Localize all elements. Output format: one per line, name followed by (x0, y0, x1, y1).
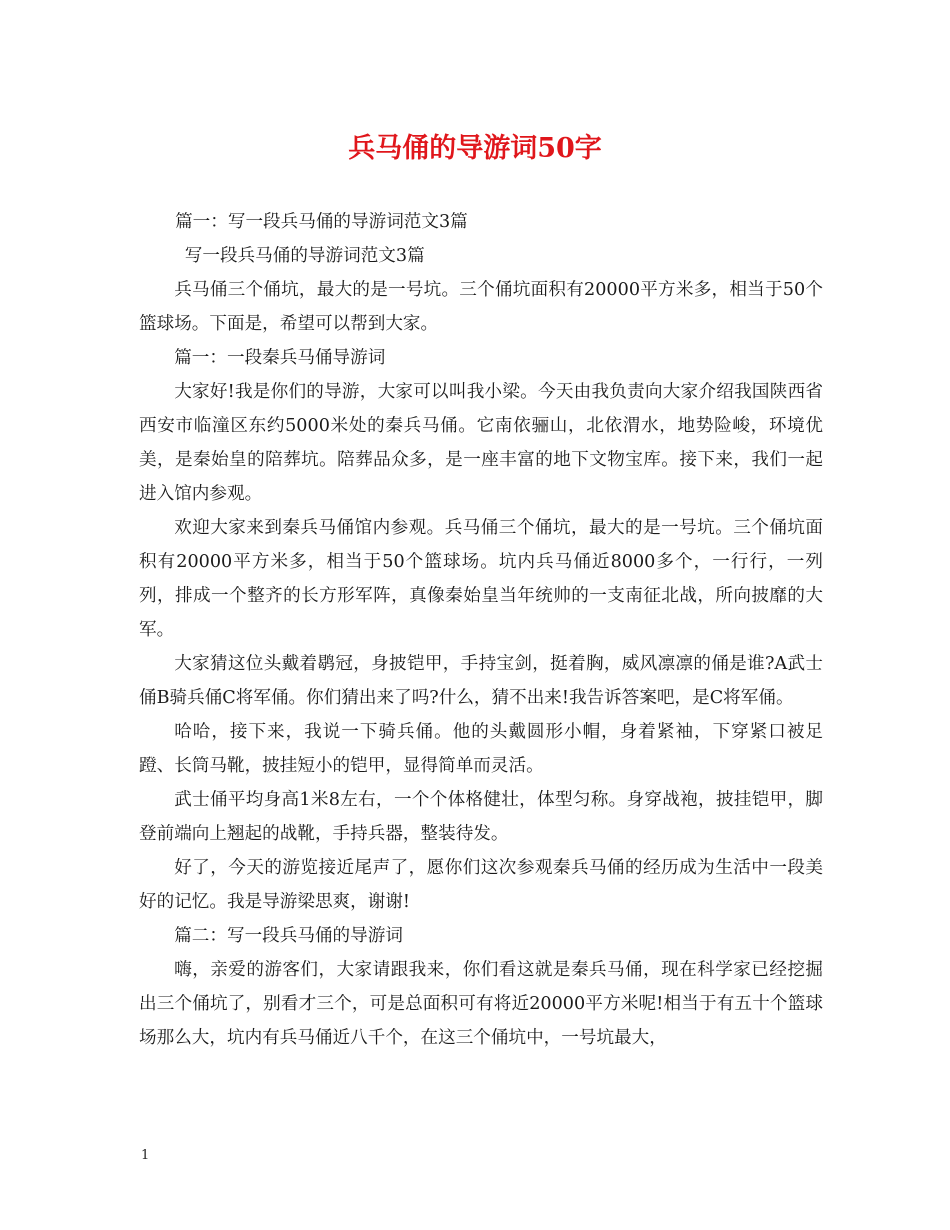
paragraph: 武士俑平均身高1米8左右，一个个体格健壮，体型匀称。身穿战袍，披挂铠甲，脚登前端向上翘起的战靴，手持兵器，整装待发。 (139, 790, 823, 844)
paragraph: 嗨，亲爱的游客们，大家请跟我来，你们看这就是秦兵马俑，现在科学家已经挖掘出三个俑坑了，别看才三个，可是总面积可有将近20000平方米呢!相当于有五十个篮球场那么大，坑内有兵马俑近八千个，在这三个俑坑中，一号坑最大， (139, 960, 823, 1048)
section-heading: 篇一：一段秦兵马俑导游词 (174, 348, 386, 368)
paragraph: 哈哈，接下来，我说一下骑兵俑。他的头戴圆形小帽，身着紧袖，下穿紧口被足蹬、长筒马靴，披挂短小的铠甲，显得简单而灵活。 (139, 722, 823, 776)
paragraph: 好了，今天的游览接近尾声了，愿你们这次参观秦兵马俑的经历成为生活中一段美好的记忆。我是导游梁思爽，谢谢! (139, 858, 823, 912)
document-body (139, 205, 823, 1055)
paragraph: 大家猜这位头戴着鹖冠，身披铠甲，手持宝剑，挺着胸，威风凛凛的俑是谁?A武士俑B骑兵俑C将军俑。你们猜出来了吗?什么，猜不出来!我告诉答案吧，是C将军俑。 (139, 654, 823, 708)
section-heading: 篇二：写一段兵马俑的导游词 (174, 926, 403, 946)
document-title: 兵马俑的导游词50字 (348, 133, 602, 164)
section-heading: 篇一：写一段兵马俑的导游词范文3篇 (175, 212, 468, 232)
paragraph: 欢迎大家来到秦兵马俑馆内参观。兵马俑三个俑坑，最大的是一号坑。三个俑坑面积有20000平方米多，相当于50个篮球场。坑内兵马俑近8000多个，一行行，一列列，排成一个整齐的长方形军阵，真像秦始皇当年统帅的一支南征北战，所向披靡的大军。 (139, 518, 823, 640)
paragraph: 兵马俑三个俑坑，最大的是一号坑。三个俑坑面积有20000平方米多，相当于50个篮球场。下面是，希望可以帮到大家。 (139, 280, 823, 334)
page-number: 1 (141, 1148, 150, 1163)
paragraph: 大家好!我是你们的导游，大家可以叫我小梁。今天由我负责向大家介绍我国陕西省西安市临潼区东约5000米处的秦兵马俑。它南依骊山，北依渭水，地势险峻，环境优美，是秦始皇的陪葬坑。陪葬品众多，是一座丰富的地下文物宝库。接下来，我们一起进入馆内参观。 (139, 382, 823, 504)
subtitle-line: 写一段兵马俑的导游词范文3篇 (184, 246, 425, 266)
